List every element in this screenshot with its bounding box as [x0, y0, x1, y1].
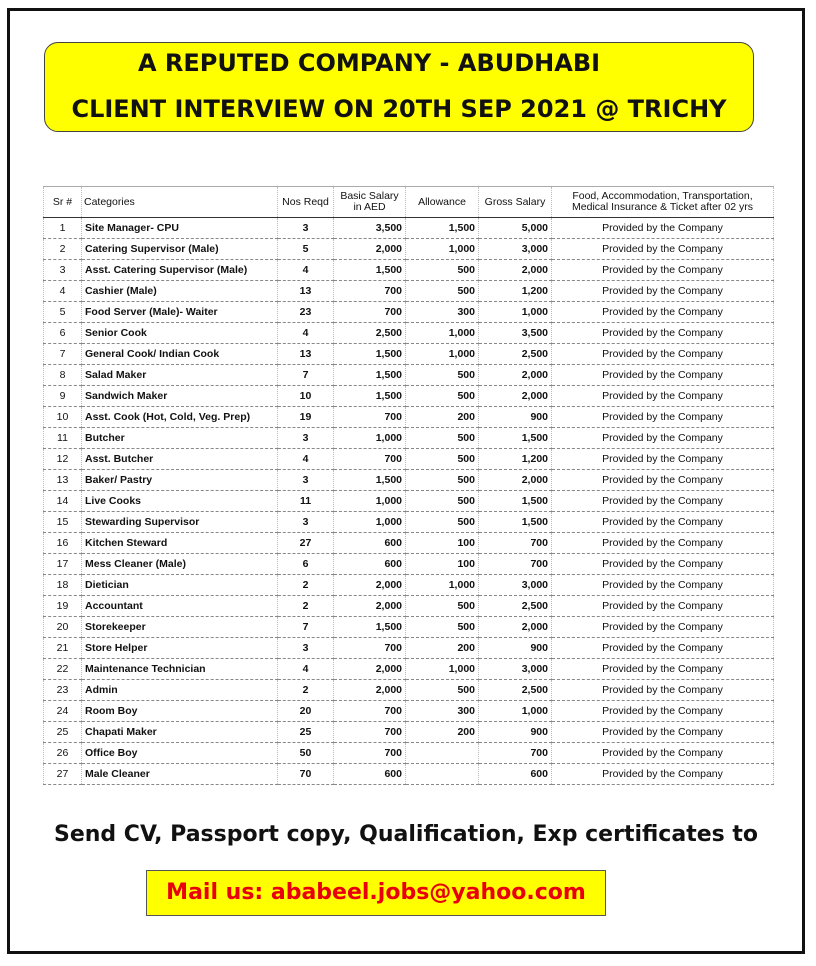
cell-basic: 3,500 [334, 218, 406, 239]
cell-nos: 27 [278, 533, 334, 554]
cell-category: Office Boy [82, 743, 278, 764]
cell-basic: 2,000 [334, 575, 406, 596]
cell-gross: 700 [479, 554, 552, 575]
table-row [44, 302, 774, 323]
cell-basic: 600 [334, 533, 406, 554]
cell-allowance: 300 [406, 302, 479, 323]
cell-gross: 700 [479, 533, 552, 554]
cell-benefits: Provided by the Company [552, 386, 774, 407]
cell-nos: 4 [278, 260, 334, 281]
cell-benefits: Provided by the Company [552, 239, 774, 260]
cell-basic: 700 [334, 302, 406, 323]
table-row [44, 491, 774, 512]
cell-allowance: 200 [406, 722, 479, 743]
table-header-row [44, 187, 774, 218]
table-row [44, 239, 774, 260]
cell-sr: 8 [44, 365, 82, 386]
table-row [44, 617, 774, 638]
cell-sr: 9 [44, 386, 82, 407]
table-row [44, 407, 774, 428]
cell-gross: 700 [479, 743, 552, 764]
mail-box [146, 870, 606, 916]
cell-gross: 1,000 [479, 701, 552, 722]
cell-gross: 3,500 [479, 323, 552, 344]
cell-sr: 7 [44, 344, 82, 365]
cell-nos: 6 [278, 554, 334, 575]
cell-basic: 1,500 [334, 386, 406, 407]
cell-allowance: 500 [406, 470, 479, 491]
cell-basic: 1,500 [334, 344, 406, 365]
cell-basic: 1,000 [334, 428, 406, 449]
cell-sr: 3 [44, 260, 82, 281]
table-row [44, 512, 774, 533]
cell-category: Chapati Maker [82, 722, 278, 743]
send-instructions: Send CV, Passport copy, Qualification, Exp certificates to [53, 822, 759, 847]
cell-basic: 1,500 [334, 470, 406, 491]
table-row [44, 344, 774, 365]
cell-gross: 1,500 [479, 491, 552, 512]
cell-gross: 1,200 [479, 281, 552, 302]
cell-basic: 1,000 [334, 491, 406, 512]
cell-category: Catering Supervisor (Male) [82, 239, 278, 260]
cell-category: Salad Maker [82, 365, 278, 386]
cell-category: General Cook/ Indian Cook [82, 344, 278, 365]
cell-nos: 3 [278, 512, 334, 533]
cell-nos: 19 [278, 407, 334, 428]
cell-benefits: Provided by the Company [552, 428, 774, 449]
cell-gross: 900 [479, 638, 552, 659]
cell-sr: 27 [44, 764, 82, 785]
cell-allowance: 100 [406, 554, 479, 575]
cell-sr: 11 [44, 428, 82, 449]
cell-nos: 7 [278, 365, 334, 386]
cell-basic: 700 [334, 449, 406, 470]
cell-gross: 900 [479, 407, 552, 428]
cell-gross: 900 [479, 722, 552, 743]
cell-nos: 13 [278, 344, 334, 365]
table-row [44, 428, 774, 449]
cell-benefits: Provided by the Company [552, 218, 774, 239]
cell-nos: 3 [278, 470, 334, 491]
cell-allowance: 500 [406, 449, 479, 470]
cell-sr: 19 [44, 596, 82, 617]
cell-gross: 1,500 [479, 428, 552, 449]
cell-category: Baker/ Pastry [82, 470, 278, 491]
table-body [44, 218, 774, 785]
cell-allowance: 500 [406, 260, 479, 281]
cell-basic: 700 [334, 722, 406, 743]
table-row [44, 449, 774, 470]
cell-basic: 2,000 [334, 680, 406, 701]
cell-benefits: Provided by the Company [552, 743, 774, 764]
cell-nos: 4 [278, 323, 334, 344]
cell-sr: 22 [44, 659, 82, 680]
cell-category: Asst. Catering Supervisor (Male) [82, 260, 278, 281]
cell-gross: 3,000 [479, 239, 552, 260]
cell-nos: 2 [278, 575, 334, 596]
cell-nos: 3 [278, 428, 334, 449]
cell-nos: 13 [278, 281, 334, 302]
cell-nos: 4 [278, 659, 334, 680]
cell-category: Maintenance Technician [82, 659, 278, 680]
cell-allowance [406, 743, 479, 764]
table-row [44, 260, 774, 281]
cell-benefits: Provided by the Company [552, 638, 774, 659]
cell-allowance: 500 [406, 386, 479, 407]
table-row [44, 365, 774, 386]
cell-benefits: Provided by the Company [552, 659, 774, 680]
cell-category: Asst. Butcher [82, 449, 278, 470]
cell-benefits: Provided by the Company [552, 764, 774, 785]
cell-category: Senior Cook [82, 323, 278, 344]
cell-benefits: Provided by the Company [552, 281, 774, 302]
cell-sr: 12 [44, 449, 82, 470]
table-row [44, 680, 774, 701]
cell-sr: 23 [44, 680, 82, 701]
cell-sr: 25 [44, 722, 82, 743]
cell-basic: 2,000 [334, 239, 406, 260]
cell-allowance: 1,000 [406, 659, 479, 680]
cell-allowance: 200 [406, 638, 479, 659]
cell-benefits: Provided by the Company [552, 617, 774, 638]
table-row [44, 659, 774, 680]
cell-category: Live Cooks [82, 491, 278, 512]
cell-allowance: 300 [406, 701, 479, 722]
cell-sr: 16 [44, 533, 82, 554]
cell-gross: 1,000 [479, 302, 552, 323]
cell-allowance: 500 [406, 617, 479, 638]
cell-category: Food Server (Male)- Waiter [82, 302, 278, 323]
cell-sr: 6 [44, 323, 82, 344]
cell-benefits: Provided by the Company [552, 365, 774, 386]
table-row [44, 701, 774, 722]
cell-nos: 11 [278, 491, 334, 512]
header-category: Categories [82, 187, 278, 218]
cell-allowance: 1,000 [406, 239, 479, 260]
table-row [44, 281, 774, 302]
cell-basic: 700 [334, 407, 406, 428]
cell-benefits: Provided by the Company [552, 596, 774, 617]
cell-allowance: 200 [406, 407, 479, 428]
cell-category: Store Helper [82, 638, 278, 659]
cell-basic: 1,500 [334, 365, 406, 386]
cell-basic: 700 [334, 638, 406, 659]
cell-nos: 5 [278, 239, 334, 260]
table-row [44, 638, 774, 659]
cell-gross: 600 [479, 764, 552, 785]
cell-category: Sandwich Maker [82, 386, 278, 407]
cell-benefits: Provided by the Company [552, 491, 774, 512]
cell-basic: 700 [334, 281, 406, 302]
cell-allowance: 1,000 [406, 575, 479, 596]
cell-category: Accountant [82, 596, 278, 617]
table-row [44, 533, 774, 554]
cell-allowance: 500 [406, 281, 479, 302]
cell-sr: 13 [44, 470, 82, 491]
cell-allowance: 100 [406, 533, 479, 554]
cell-benefits: Provided by the Company [552, 302, 774, 323]
cell-nos: 70 [278, 764, 334, 785]
table-row [44, 596, 774, 617]
cell-benefits: Provided by the Company [552, 575, 774, 596]
cell-benefits: Provided by the Company [552, 512, 774, 533]
cell-basic: 2,500 [334, 323, 406, 344]
table-row [44, 218, 774, 239]
header-sr: Sr # [44, 187, 82, 218]
cell-allowance [406, 764, 479, 785]
cell-allowance: 500 [406, 365, 479, 386]
cell-sr: 17 [44, 554, 82, 575]
cell-gross: 2,500 [479, 680, 552, 701]
cell-sr: 26 [44, 743, 82, 764]
header-benefits: Food, Accommodation, Transportation, Medical Insurance & Ticket after 02 yrs [552, 187, 774, 218]
cell-nos: 4 [278, 449, 334, 470]
cell-category: Dietician [82, 575, 278, 596]
cell-nos: 25 [278, 722, 334, 743]
cell-basic: 600 [334, 764, 406, 785]
cell-category: Mess Cleaner (Male) [82, 554, 278, 575]
cell-gross: 2,500 [479, 344, 552, 365]
cell-gross: 1,200 [479, 449, 552, 470]
cell-sr: 4 [44, 281, 82, 302]
cell-nos: 23 [278, 302, 334, 323]
cell-category: Asst. Cook (Hot, Cold, Veg. Prep) [82, 407, 278, 428]
table-row [44, 386, 774, 407]
table-row [44, 764, 774, 785]
mail-address: Mail us: ababeel.jobs@yahoo.com [166, 880, 586, 905]
jobs-table [43, 186, 774, 785]
cell-gross: 5,000 [479, 218, 552, 239]
cell-allowance: 500 [406, 512, 479, 533]
cell-nos: 20 [278, 701, 334, 722]
cell-allowance: 500 [406, 596, 479, 617]
cell-allowance: 500 [406, 680, 479, 701]
cell-sr: 5 [44, 302, 82, 323]
cell-allowance: 500 [406, 428, 479, 449]
cell-sr: 24 [44, 701, 82, 722]
cell-nos: 2 [278, 596, 334, 617]
cell-gross: 2,000 [479, 386, 552, 407]
cell-basic: 1,500 [334, 260, 406, 281]
header-banner [44, 42, 754, 132]
cell-sr: 1 [44, 218, 82, 239]
cell-category: Stewarding Supervisor [82, 512, 278, 533]
table-row [44, 722, 774, 743]
cell-category: Male Cleaner [82, 764, 278, 785]
header-nos: Nos Reqd [278, 187, 334, 218]
table-row [44, 323, 774, 344]
cell-benefits: Provided by the Company [552, 680, 774, 701]
cell-basic: 2,000 [334, 596, 406, 617]
cell-gross: 2,000 [479, 260, 552, 281]
cell-benefits: Provided by the Company [552, 344, 774, 365]
cell-allowance: 500 [406, 491, 479, 512]
cell-category: Storekeeper [82, 617, 278, 638]
cell-sr: 20 [44, 617, 82, 638]
cell-category: Kitchen Steward [82, 533, 278, 554]
cell-allowance: 1,000 [406, 323, 479, 344]
table-row [44, 554, 774, 575]
cell-gross: 3,000 [479, 659, 552, 680]
cell-allowance: 1,500 [406, 218, 479, 239]
cell-basic: 700 [334, 743, 406, 764]
cell-basic: 2,000 [334, 659, 406, 680]
header-gross: Gross Salary [479, 187, 552, 218]
cell-benefits: Provided by the Company [552, 533, 774, 554]
cell-allowance: 1,000 [406, 344, 479, 365]
cell-category: Cashier (Male) [82, 281, 278, 302]
cell-sr: 10 [44, 407, 82, 428]
cell-gross: 2,000 [479, 365, 552, 386]
cell-gross: 1,500 [479, 512, 552, 533]
cell-gross: 2,500 [479, 596, 552, 617]
cell-benefits: Provided by the Company [552, 323, 774, 344]
cell-benefits: Provided by the Company [552, 449, 774, 470]
cell-sr: 2 [44, 239, 82, 260]
cell-benefits: Provided by the Company [552, 701, 774, 722]
cell-benefits: Provided by the Company [552, 554, 774, 575]
cell-sr: 15 [44, 512, 82, 533]
cell-nos: 7 [278, 617, 334, 638]
cell-sr: 21 [44, 638, 82, 659]
cell-basic: 1,500 [334, 617, 406, 638]
header-basic: Basic Salary in AED [334, 187, 406, 218]
cell-category: Site Manager- CPU [82, 218, 278, 239]
cell-category: Room Boy [82, 701, 278, 722]
cell-gross: 3,000 [479, 575, 552, 596]
cell-sr: 18 [44, 575, 82, 596]
cell-benefits: Provided by the Company [552, 407, 774, 428]
cell-nos: 2 [278, 680, 334, 701]
cell-benefits: Provided by the Company [552, 470, 774, 491]
cell-gross: 2,000 [479, 470, 552, 491]
cell-nos: 3 [278, 218, 334, 239]
cell-nos: 3 [278, 638, 334, 659]
cell-basic: 600 [334, 554, 406, 575]
cell-nos: 10 [278, 386, 334, 407]
table-row [44, 470, 774, 491]
header-allowance: Allowance [406, 187, 479, 218]
table-row [44, 575, 774, 596]
cell-benefits: Provided by the Company [552, 722, 774, 743]
interview-info: CLIENT INTERVIEW ON 20TH SEP 2021 @ TRICHY [71, 95, 727, 123]
cell-nos: 50 [278, 743, 334, 764]
cell-category: Admin [82, 680, 278, 701]
cell-gross: 2,000 [479, 617, 552, 638]
cell-benefits: Provided by the Company [552, 260, 774, 281]
cell-category: Butcher [82, 428, 278, 449]
cell-basic: 1,000 [334, 512, 406, 533]
cell-basic: 700 [334, 701, 406, 722]
company-title: A REPUTED COMPANY - ABUDHABI [137, 49, 601, 77]
cell-sr: 14 [44, 491, 82, 512]
table-row [44, 743, 774, 764]
